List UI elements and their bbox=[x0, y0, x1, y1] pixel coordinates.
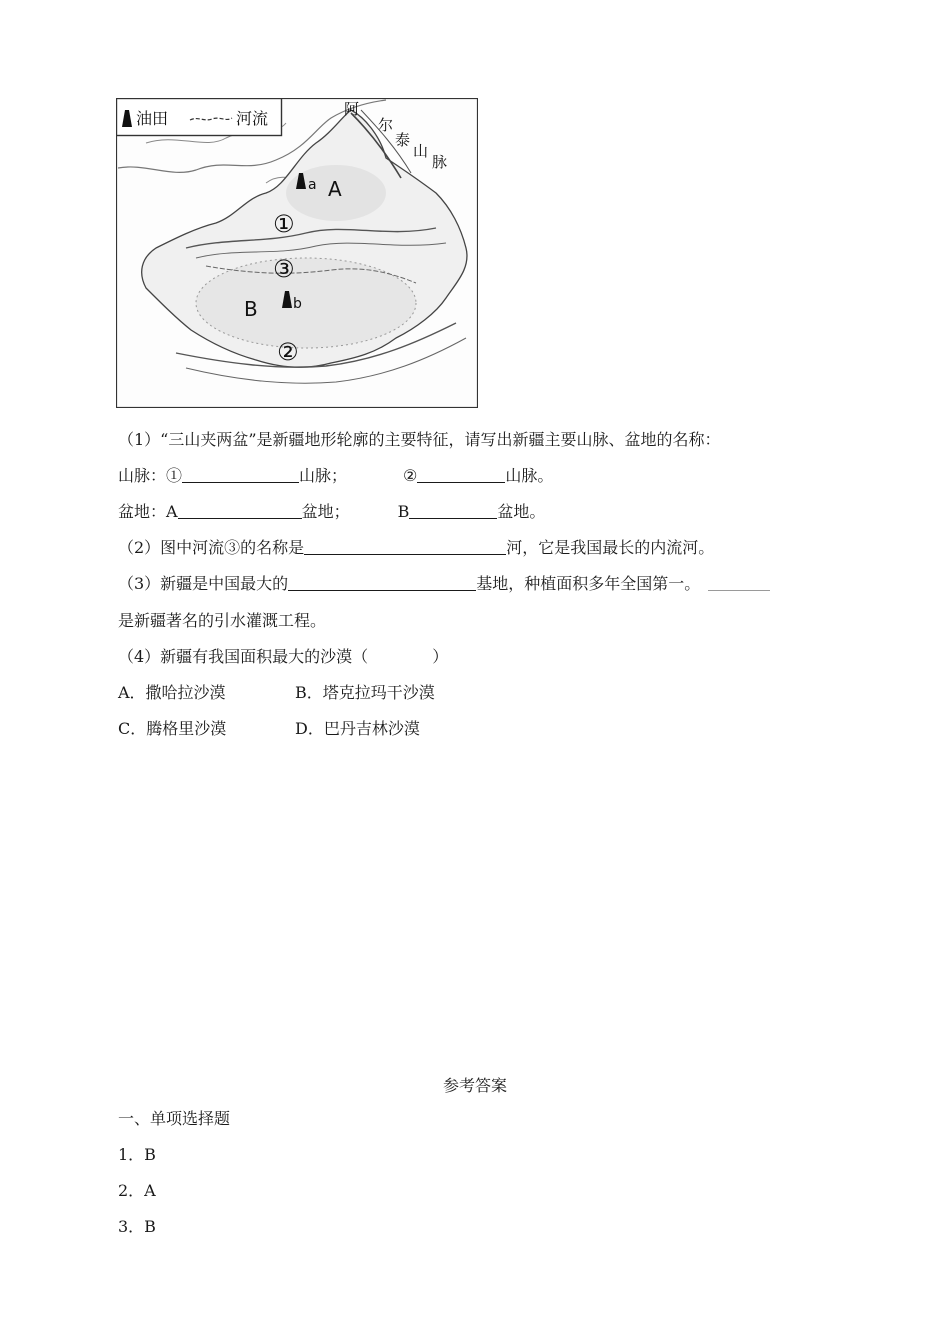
answer-blank-basin-A[interactable] bbox=[178, 502, 302, 519]
answer-item: 3．B bbox=[118, 1217, 156, 1236]
q4-option-B[interactable]: B．塔克拉玛干沙漠 bbox=[295, 683, 435, 702]
basin-A-label: A bbox=[328, 177, 342, 201]
mountain-2-marker: ② bbox=[277, 338, 299, 366]
q4-prompt-line bbox=[118, 647, 448, 667]
q4-option-C[interactable]: C．腾格里沙漠 bbox=[118, 719, 227, 738]
q3-line bbox=[118, 574, 770, 594]
mountain-label-char: 尔 bbox=[378, 116, 394, 134]
q3-line2: 是新疆著名的引水灌溉工程。 bbox=[118, 611, 327, 630]
q4-option-D[interactable]: D．巴丹吉林沙漠 bbox=[295, 719, 420, 738]
answer-blank-base[interactable] bbox=[288, 574, 476, 591]
river-3-marker: ③ bbox=[273, 255, 295, 283]
q1-prompt: （1）“三山夹两盆”是新疆地形轮廓的主要特征，请写出新疆主要山脉、盆地的名称： bbox=[118, 430, 721, 449]
oilfield-b-label: b bbox=[293, 296, 302, 312]
mountain-label-char: 脉 bbox=[432, 153, 448, 171]
q3-prefix: （3）新疆是中国最大的 bbox=[118, 574, 289, 593]
map-drawing bbox=[116, 98, 478, 408]
answer-blank-river[interactable] bbox=[304, 538, 506, 555]
q3-middle: 基地，种植面积多年全国第一。 bbox=[476, 574, 701, 593]
mountain-1-marker: ① bbox=[273, 210, 295, 238]
q1-mountains-suffix1: 山脉； bbox=[299, 466, 348, 485]
xinjiang-map bbox=[116, 98, 478, 408]
answer-blank-mountain-2[interactable] bbox=[417, 466, 505, 483]
answers-section: 一、单项选择题 bbox=[118, 1109, 231, 1128]
q4-option-A[interactable]: A．撒哈拉沙漠 bbox=[118, 683, 226, 702]
q1-basins-suffix2: 盆地。 bbox=[497, 502, 546, 521]
q1-mountains-suffix2: 山脉。 bbox=[505, 466, 554, 485]
mountain-label-char: 泰 bbox=[395, 131, 411, 149]
q1-mountains-line bbox=[118, 466, 553, 486]
answer-blank-mountain-1[interactable] bbox=[182, 466, 299, 483]
q2-line bbox=[118, 538, 714, 558]
basin-B-label: B bbox=[244, 297, 258, 321]
q1-basins-line bbox=[118, 502, 545, 522]
q1-basins-prefix: 盆地：A bbox=[118, 502, 178, 521]
legend-river-label: 河流 bbox=[236, 109, 269, 128]
answer-blank-basin-B[interactable] bbox=[409, 502, 497, 519]
q2-prefix: （2）图中河流③的名称是 bbox=[118, 538, 305, 557]
q4-close: ） bbox=[432, 647, 449, 666]
answer-item: 2．A bbox=[118, 1181, 156, 1200]
mountain-label-char: 阿 bbox=[344, 100, 360, 118]
legend-oilfield-label: 油田 bbox=[136, 109, 169, 128]
answer-blank-project[interactable] bbox=[708, 574, 770, 591]
answers-title: 参考答案 bbox=[442, 1076, 507, 1095]
oilfield-a-label: a bbox=[308, 177, 317, 193]
mountain-label-char: 山 bbox=[413, 142, 429, 160]
q4-prompt: （4）新疆有我国面积最大的沙漠（ bbox=[118, 647, 369, 666]
q1-mountains-mid: ② bbox=[403, 466, 418, 485]
q1-basins-mid: B bbox=[397, 502, 410, 521]
answer-item: 1．B bbox=[118, 1145, 156, 1164]
q1-mountains-prefix: 山脉：① bbox=[118, 466, 183, 485]
q1-basins-suffix1: 盆地； bbox=[301, 502, 350, 521]
q2-suffix: 河，它是我国最长的内流河。 bbox=[506, 538, 715, 557]
